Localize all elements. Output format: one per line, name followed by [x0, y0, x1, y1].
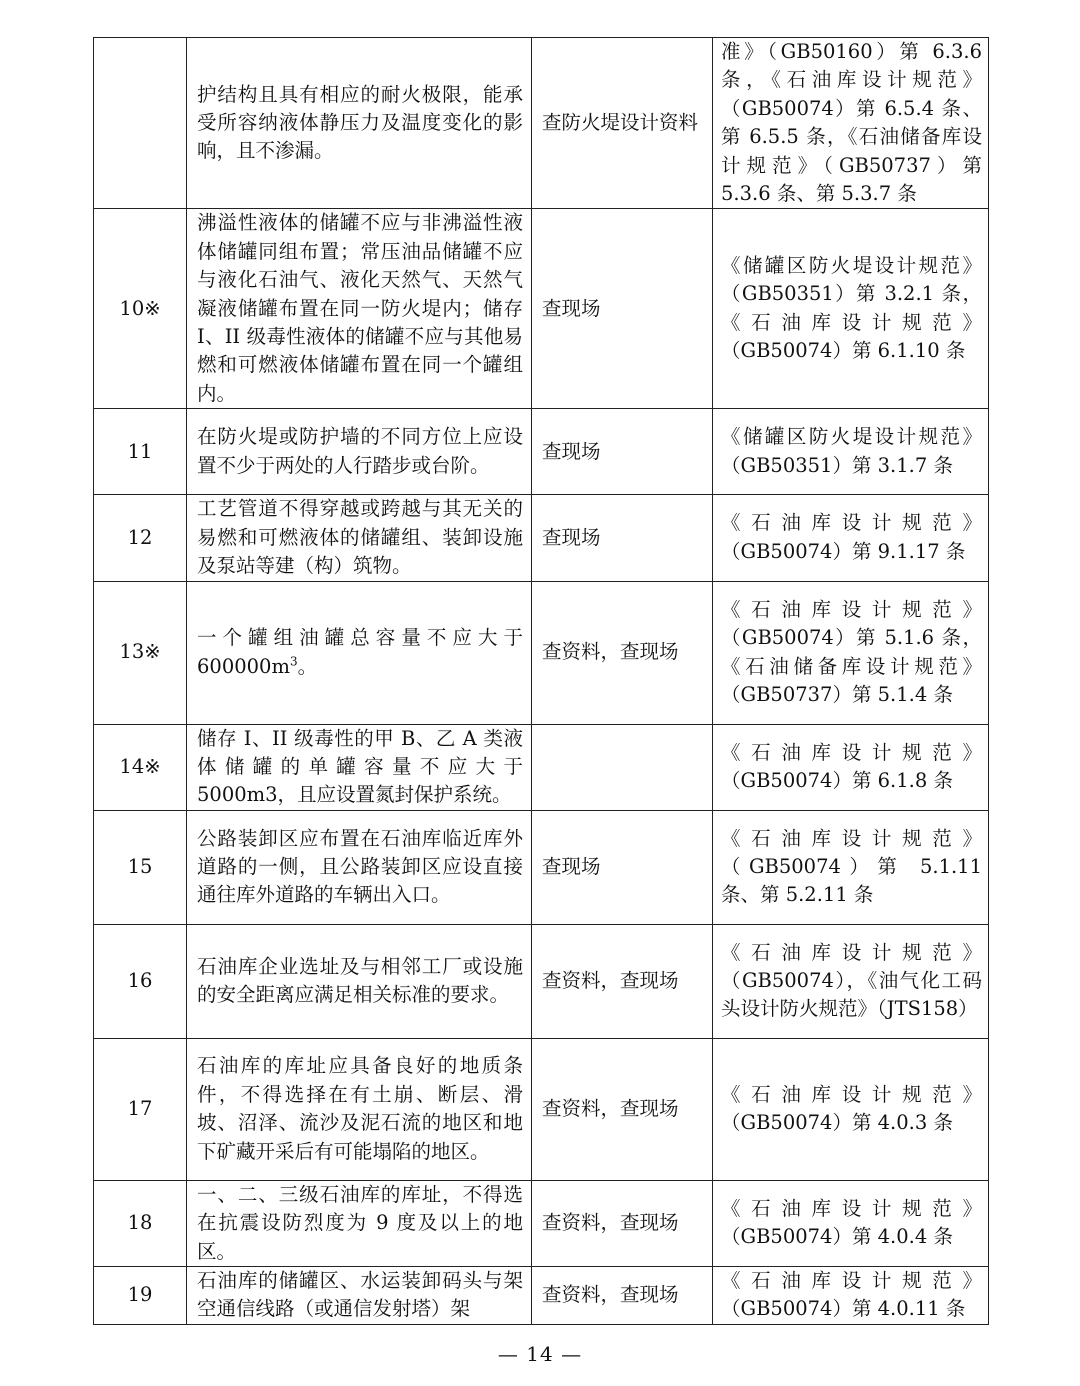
requirement-text: 石油库企业选址及与相邻工厂或设施的安全距离应满足相关标准的要求。	[187, 924, 532, 1038]
table-row	[94, 495, 989, 581]
requirement-text: 公路装卸区应布置在石油库临近库外道路的一侧，且公路装卸区应设直接通往库外道路的车辆出入口。	[187, 810, 532, 924]
table-row	[94, 1266, 989, 1324]
check-method: 查防火堤设计资料	[532, 38, 713, 209]
table-row	[94, 1038, 989, 1180]
table-row	[94, 1180, 989, 1266]
requirement-text: 护结构且具有相应的耐火极限，能承受所容纳液体静压力及温度变化的影响，且不渗漏。	[187, 38, 532, 209]
reference-text: 准》（GB50160）第 6.3.6 条，《石油库设计规范》（GB50074）第 6.5.4 条、第 6.5.5 条，《石油储备库设计规范》（GB50737）第 5.3.6 条、第 5.3.7 条	[713, 38, 989, 209]
reference-text: 《石油库设计规范》（GB50074）第 4.0.3 条	[713, 1038, 989, 1180]
table-row	[94, 810, 989, 924]
requirement-text	[187, 581, 532, 724]
row-number: 19	[94, 1266, 187, 1324]
requirement-text: 一、二、三级石油库的库址，不得选在抗震设防烈度为 9 度及以上的地区。	[187, 1180, 532, 1266]
check-method: 查现场	[532, 810, 713, 924]
table-row	[94, 724, 989, 810]
table-row	[94, 209, 989, 409]
reference-text: 《储罐区防火堤设计规范》（GB50351）第 3.2.1 条，《石油库设计规范》（GB50074）第 6.1.10 条	[713, 209, 989, 409]
check-method: 查资料，查现场	[532, 1038, 713, 1180]
check-method: 查现场	[532, 495, 713, 581]
table-row	[94, 924, 989, 1038]
row-number: 18	[94, 1180, 187, 1266]
check-method: 查现场	[532, 409, 713, 495]
reference-text: 《石油库设计规范》（GB50074）第 4.0.4 条	[713, 1180, 989, 1266]
reference-text: 《石油库设计规范》（GB50074）第 5.1.6 条，《石油储备库设计规范》（GB50737）第 5.1.4 条	[713, 581, 989, 724]
check-method	[532, 724, 713, 810]
requirement-end: 。	[297, 654, 318, 678]
inspection-table	[93, 37, 989, 1325]
table-row	[94, 581, 989, 724]
check-method: 查现场	[532, 209, 713, 409]
reference-text: 《石油库设计规范》（GB50074）第 5.1.11 条、第 5.2.11 条	[713, 810, 989, 924]
row-number: 12	[94, 495, 187, 581]
reference-text: 《储罐区防火堤设计规范》（GB50351）第 3.1.7 条	[713, 409, 989, 495]
reference-text: 《石油库设计规范》（GB50074）第 4.0.11 条	[713, 1266, 989, 1324]
row-number: 16	[94, 924, 187, 1038]
superscript-exponent: 3	[289, 654, 298, 668]
check-method: 查资料，查现场	[532, 581, 713, 724]
requirement-text: 在防火堤或防护墙的不同方位上应设置不少于两处的人行踏步或台阶。	[187, 409, 532, 495]
requirement-text: 工艺管道不得穿越或跨越与其无关的易燃和可燃液体的储罐组、装卸设施及泵站等建（构）筑物。	[187, 495, 532, 581]
table-row	[94, 409, 989, 495]
requirement-text: 石油库的库址应具备良好的地质条件，不得选择在有土崩、断层、滑坡、沼泽、流沙及泥石流的地区和地下矿藏开采后有可能塌陷的地区。	[187, 1038, 532, 1180]
check-method: 查资料，查现场	[532, 924, 713, 1038]
requirement-main: 一个罐组油罐总容量不应大于 600000m	[197, 626, 523, 678]
row-number: 14※	[94, 724, 187, 810]
check-method: 查资料，查现场	[532, 1180, 713, 1266]
reference-text: 《石油库设计规范》（GB50074）第 9.1.17 条	[713, 495, 989, 581]
requirement-text: 沸溢性液体的储罐不应与非沸溢性液体储罐同组布置；常压油品储罐不应与液化石油气、液化天然气、天然气凝液储罐布置在同一防火堤内；储存 I、II 级毒性液体的储罐不应与其他易燃和可燃液体储罐布置在同一个罐组内。	[187, 209, 532, 409]
row-number: 17	[94, 1038, 187, 1180]
requirement-text: 储存 I、II 级毒性的甲 B、乙 A 类液体储罐的单罐容量不应大于 5000m3，且应设置氮封保护系统。	[187, 724, 532, 810]
check-method: 查资料，查现场	[532, 1266, 713, 1324]
reference-text: 《石油库设计规范》（GB50074）第 6.1.8 条	[713, 724, 989, 810]
page-number: — 14 —	[497, 1342, 583, 1366]
reference-text: 《石油库设计规范》（GB50074），《油气化工码头设计防火规范》（JTS158）	[713, 924, 989, 1038]
row-number: 15	[94, 810, 187, 924]
requirement-text: 石油库的储罐区、水运装卸码头与架空通信线路（或通信发射塔）架	[187, 1266, 532, 1324]
row-number	[94, 38, 187, 209]
row-number: 10※	[94, 209, 187, 409]
row-number: 13※	[94, 581, 187, 724]
table-row	[94, 38, 989, 209]
row-number: 11	[94, 409, 187, 495]
